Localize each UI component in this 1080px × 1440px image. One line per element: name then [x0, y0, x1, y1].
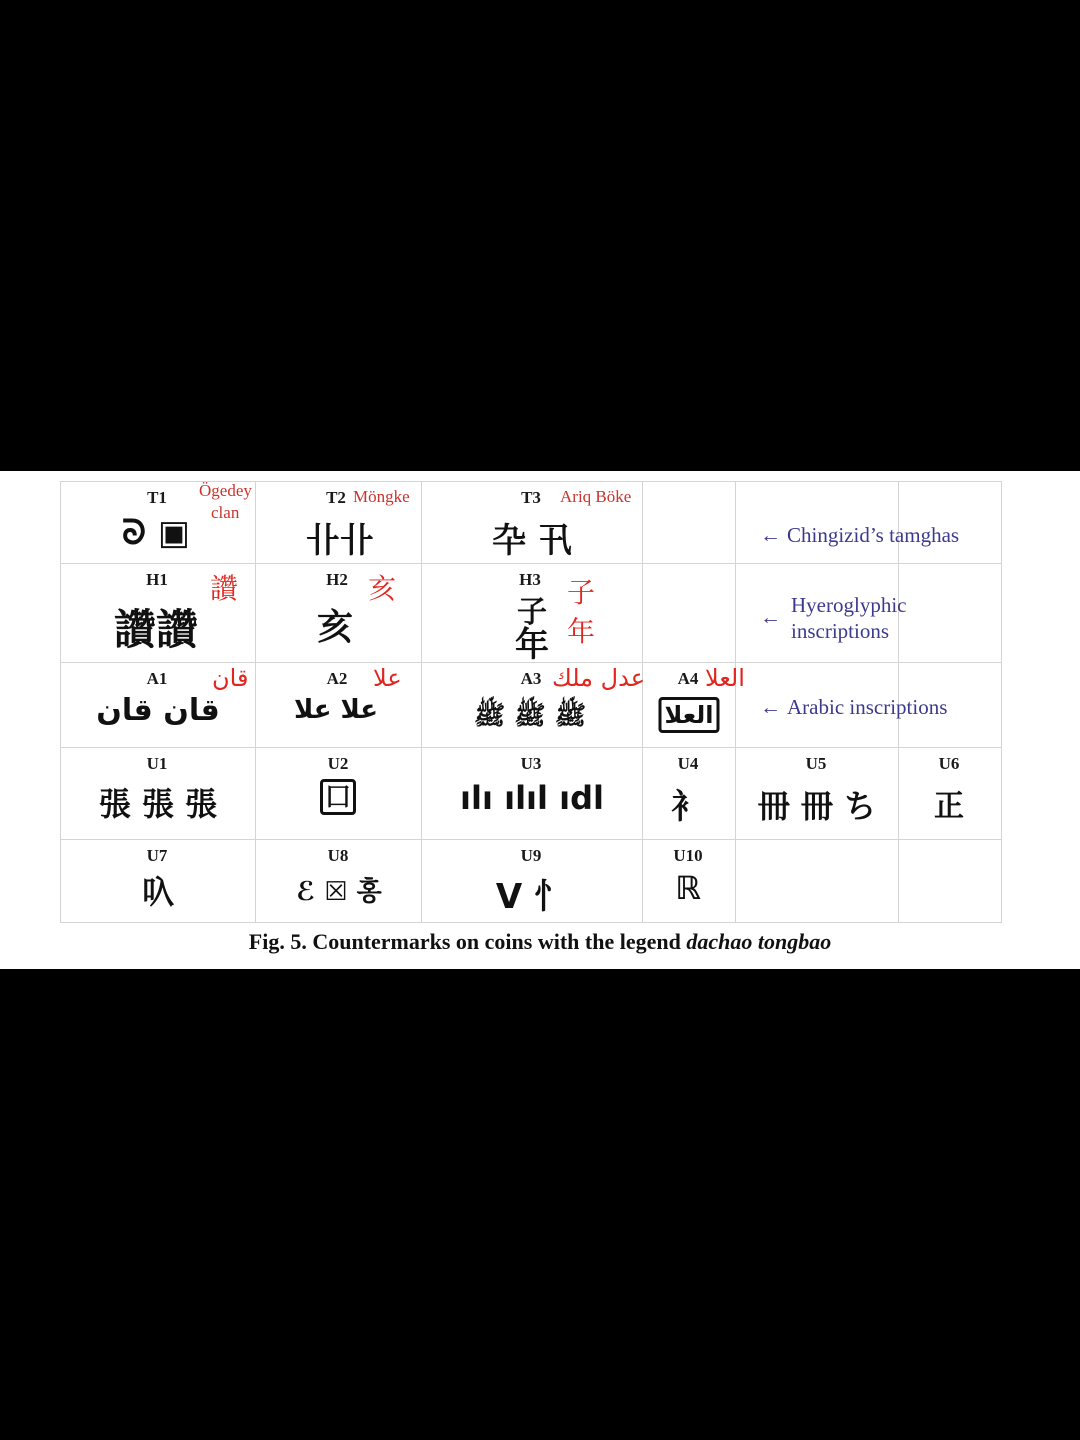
- note-arabic-text: Arabic inscriptions: [787, 695, 948, 719]
- note-hieroglyphic-line2: inscriptions: [791, 619, 889, 643]
- label-A3: A3: [520, 669, 542, 688]
- note-hieroglyphic-line1: Hyeroglyphic: [791, 593, 907, 617]
- countermark-U10: ℝ: [675, 869, 701, 907]
- countermark-U2-glyph: 囗: [320, 779, 356, 815]
- note-tamghas-text: Chingizid’s tamghas: [787, 523, 960, 547]
- countermark-H1: 讚讚: [113, 605, 199, 654]
- countermark-U5: 冊 冊 ち: [757, 787, 877, 825]
- left-arrow-icon: ←: [760, 695, 781, 719]
- caption-italic-legend: dachao tongbao: [686, 929, 832, 954]
- countermark-U6: 正: [934, 789, 964, 824]
- countermark-A2: علا علا: [293, 695, 379, 725]
- countermark-U8: ℰ ☒ 홍: [296, 877, 382, 907]
- label-A4: A4: [677, 669, 699, 688]
- countermark-U7: 叺: [141, 873, 175, 911]
- label-T2: T2: [326, 488, 346, 507]
- annotation-H3-1: 子: [567, 576, 596, 609]
- label-H2: H2: [326, 570, 348, 589]
- label-U7: U7: [146, 846, 168, 865]
- label-T3: T3: [521, 488, 541, 507]
- label-U10: U10: [673, 846, 703, 865]
- countermark-U3: ılı ılıl ıdl: [460, 779, 604, 817]
- annotation-H1: 讚: [210, 572, 239, 605]
- countermark-T1: ᘐ ▣: [122, 513, 190, 553]
- countermark-H3-2: 年: [515, 625, 549, 665]
- label-U4: U4: [677, 754, 699, 773]
- countermark-U1: 張 張 張: [98, 785, 218, 823]
- left-arrow-icon: ←: [760, 605, 781, 629]
- countermark-A1: قان قان: [96, 693, 220, 728]
- annotation-T2: Möngke: [353, 487, 410, 506]
- countermark-T3: 卆 卂: [492, 521, 572, 561]
- label-U5: U5: [805, 754, 827, 773]
- label-T1: T1: [147, 488, 167, 507]
- annotation-A1: قان: [212, 664, 249, 692]
- left-arrow-icon: ←: [760, 523, 781, 547]
- label-U8: U8: [327, 846, 349, 865]
- countermark-U9: ᐯ 忄: [495, 877, 569, 917]
- label-H3: H3: [519, 570, 541, 589]
- annotation-H3-2: 年: [567, 615, 596, 648]
- countermark-U2: [320, 779, 356, 815]
- annotation-T1-clan: clan: [211, 503, 240, 522]
- countermark-H3-1: 子: [517, 595, 547, 630]
- annotation-H2: 亥: [368, 572, 397, 605]
- countermark-A4-glyph: العلا: [658, 697, 719, 733]
- annotation-T1-name: Ögedey: [199, 481, 252, 500]
- countermark-U4: 衤: [671, 787, 705, 827]
- note-arabic: [760, 695, 947, 720]
- note-hieroglyphic: [760, 593, 787, 629]
- countermark-table: [60, 481, 1002, 923]
- label-A2: A2: [326, 669, 348, 688]
- label-U1: U1: [146, 754, 168, 773]
- label-U2: U2: [327, 754, 349, 773]
- countermark-A3: ﷺ ﷺ ﷺ: [473, 701, 587, 731]
- label-U6: U6: [938, 754, 960, 773]
- label-U3: U3: [520, 754, 542, 773]
- annotation-A4: العلا: [705, 664, 745, 692]
- note-tamghas: [760, 523, 959, 548]
- countermark-A4: [658, 697, 719, 733]
- annotation-A2: علا: [373, 664, 402, 692]
- countermark-T2: 卝卝: [306, 521, 374, 561]
- figure-caption: [0, 929, 1080, 955]
- caption-text: Fig. 5. Countermarks on coins with the legend: [248, 929, 687, 954]
- figure-panel: [0, 471, 1080, 969]
- label-U9: U9: [520, 846, 542, 865]
- label-H1: H1: [146, 570, 168, 589]
- countermark-H2: 亥: [316, 607, 354, 648]
- annotation-A3: عدل ملك: [552, 664, 646, 692]
- annotation-T3: Ariq Böke: [560, 487, 632, 506]
- label-A1: A1: [146, 669, 168, 688]
